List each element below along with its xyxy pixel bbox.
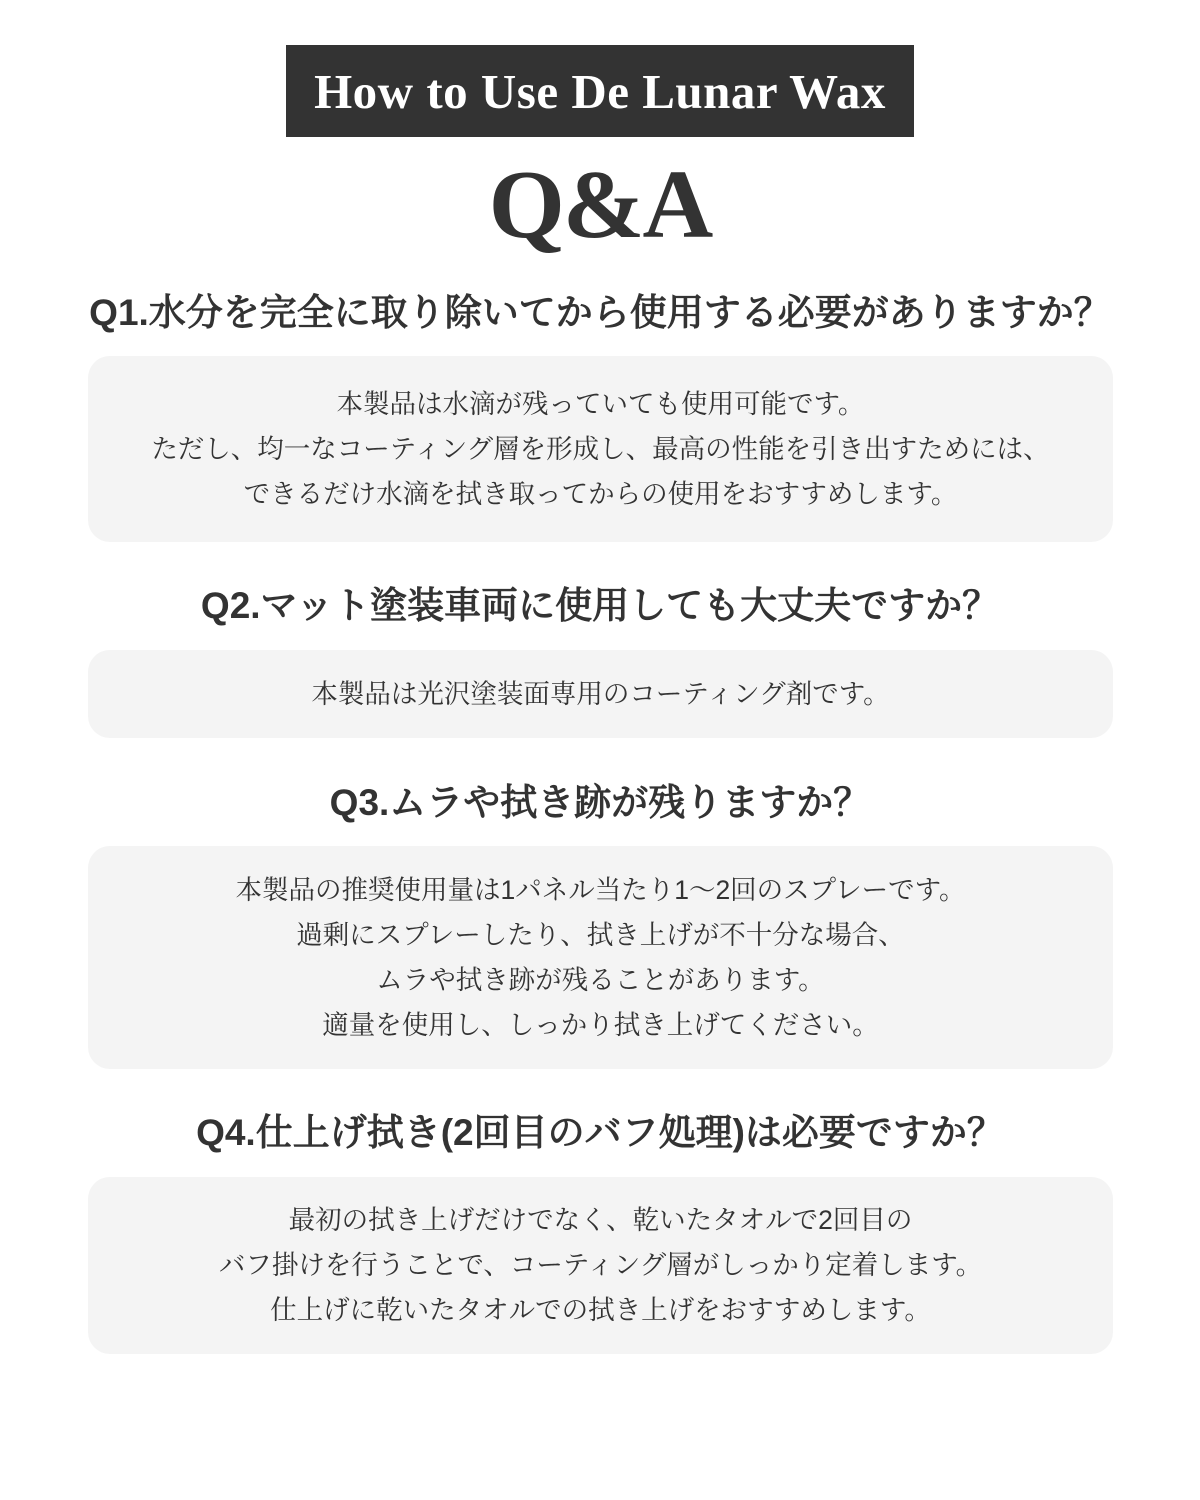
- answer-4-line: 仕上げに乾いたタオルでの拭き上げをおすすめします。: [270, 1295, 931, 1325]
- answer-3-line: 本製品の推奨使用量は1パネル当たり1〜2回のスプレーです。: [235, 874, 966, 905]
- question-2: Q2.マット塗装車両に使用しても大丈夫ですか？: [200, 585, 1000, 626]
- answer-3-box: [88, 846, 1113, 1069]
- answer-1-line: できるだけ水滴を拭き取ってからの使用をおすすめします。: [243, 478, 958, 509]
- banner-title: How to Use De Lunar Wax: [314, 63, 886, 119]
- answer-4-line: バフ掛けを行うことで、コーティング層がしっかり定着します。: [218, 1250, 983, 1280]
- answer-2-line: 本製品は光沢塗装面専用のコーティング剤です。: [311, 678, 890, 709]
- answer-1-box: [88, 356, 1113, 542]
- answer-2-box: [88, 650, 1113, 738]
- page-title: Q&A: [488, 151, 712, 259]
- answer-3-line: 適量を使用し、しっかり拭き上げてください。: [322, 1009, 879, 1040]
- question-4: Q4.仕上げ拭き(2回目のバフ処理)は必要ですか？: [196, 1112, 1004, 1153]
- answer-3-line: 過剰にスプレーしたり、拭き上げが不十分な場合、: [296, 919, 905, 950]
- answer-4-box: [88, 1177, 1113, 1354]
- question-3: Q3.ムラや拭き跡が残りますか？: [329, 782, 871, 823]
- answer-1-line: ただし、均一なコーティング層を形成し、最高の性能を引き出すためには、: [151, 433, 1050, 464]
- header-banner: [286, 45, 914, 137]
- answer-1-line: 本製品は水滴が残っていても使用可能です。: [336, 388, 865, 419]
- answer-3-line: ムラや拭き跡が残ることがあります。: [376, 964, 825, 995]
- question-1: Q1.水分を完全に取り除いてから使用する必要がありますか？: [89, 292, 1111, 333]
- answer-4-line: 最初の拭き上げだけでなく、乾いたタオルで2回目の: [288, 1205, 913, 1235]
